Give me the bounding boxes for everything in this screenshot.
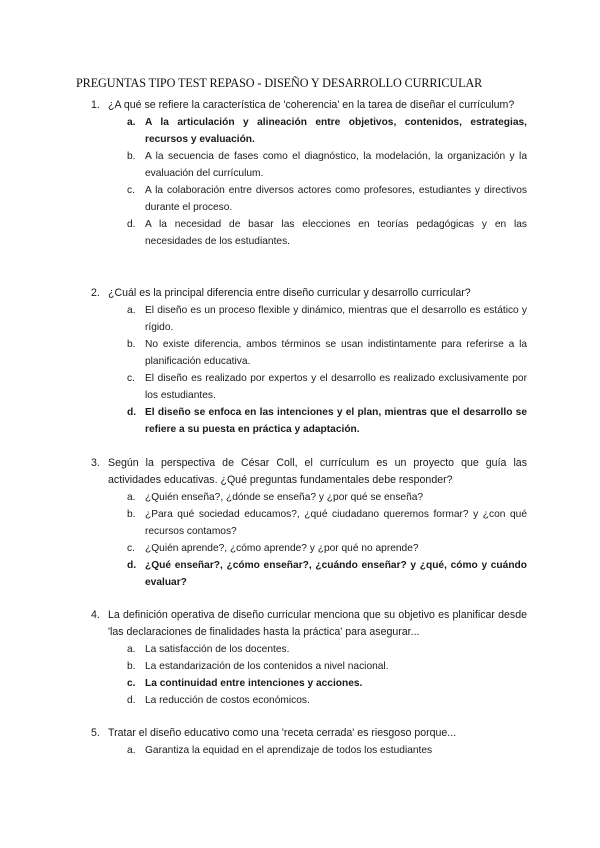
option-letter: b. — [127, 509, 136, 520]
option-b — [93, 658, 527, 675]
question-number: 3. — [91, 457, 100, 469]
option-letter: a. — [127, 644, 136, 655]
question-3 — [93, 455, 527, 591]
question-text — [93, 725, 527, 742]
option-letter: d. — [127, 219, 136, 230]
option-d — [93, 692, 527, 709]
option-letter: c. — [127, 373, 135, 384]
option-text: La continuidad entre intenciones y acciones. — [145, 678, 363, 689]
option-a — [93, 489, 527, 506]
option-letter: b. — [127, 661, 136, 672]
option-text: A la colaboración entre diversos actores como profesores, estudiantes y directivos durante el proceso. — [145, 185, 527, 213]
question-number: 1. — [91, 99, 100, 111]
option-text: ¿Quién enseña?, ¿dónde se enseña? y ¿por qué se enseña? — [145, 492, 424, 503]
option-text: El diseño es realizado por expertos y el desarrollo es realizado exclusivamente por los estudiantes. — [145, 373, 527, 401]
option-text: El diseño se enfoca en las intenciones y el plan, mientras que el desarrollo se refiere a su puesta en práctica y adaptación. — [145, 407, 527, 435]
option-a — [93, 742, 527, 759]
option-b — [93, 506, 527, 540]
question-text — [93, 285, 527, 302]
option-text: La estandarización de los contenidos a nivel nacional. — [145, 661, 389, 672]
option-letter: b. — [127, 339, 136, 350]
option-letter: c. — [127, 185, 135, 196]
option-letter: c. — [127, 678, 136, 689]
option-text: La satisfacción de los docentes. — [145, 644, 290, 655]
option-d — [93, 216, 527, 250]
option-text: Garantiza la equidad en el aprendizaje de todos los estudiantes — [145, 745, 433, 756]
option-letter: d. — [127, 695, 136, 706]
option-text: El diseño es un proceso flexible y dinámico, mientras que el desarrollo es estático y rígido. — [145, 305, 527, 333]
question-stem: Según la perspectiva de César Coll, el currículum es un proyecto que guía las actividades educativas. ¿Qué preguntas fundamentales debe responder? — [108, 457, 527, 486]
question-stem: ¿A qué se refiere la característica de 'coherencia' en la tarea de diseñar el currículum? — [108, 99, 515, 111]
option-d — [93, 557, 527, 591]
option-letter: a. — [127, 745, 136, 756]
option-c — [93, 540, 527, 557]
question-number: 5. — [91, 727, 100, 739]
question-1 — [93, 97, 527, 250]
question-stem: Tratar el diseño educativo como una 'receta cerrada' es riesgoso porque... — [108, 727, 457, 739]
option-text: A la articulación y alineación entre objetivos, contenidos, estrategias, recursos y evaluación. — [145, 117, 527, 145]
question-5 — [93, 725, 527, 759]
option-letter: b. — [127, 151, 136, 162]
option-c — [93, 675, 527, 692]
options-list — [93, 641, 527, 709]
option-text: La reducción de costos económicos. — [145, 695, 310, 706]
option-text: A la necesidad de basar las elecciones en teorías pedagógicas y en las necesidades de los estudiantes. — [145, 219, 527, 247]
option-text: A la secuencia de fases como el diagnóstico, la modelación, la organización y la evaluación del currículum. — [145, 151, 527, 179]
option-c — [93, 182, 527, 216]
option-letter: c. — [127, 543, 135, 554]
option-letter: d. — [127, 560, 137, 571]
option-b — [93, 148, 527, 182]
option-letter: d. — [127, 407, 137, 418]
options-list — [93, 302, 527, 438]
option-d — [93, 404, 527, 438]
question-stem: La definición operativa de diseño curricular menciona que su objetivo es planificar desde 'las declaraciones de finalidades hasta la práctica' para asegurar... — [108, 609, 527, 638]
option-a — [93, 302, 527, 336]
option-text: ¿Qué enseñar?, ¿cómo enseñar?, ¿cuándo enseñar? y ¿qué, cómo y cuándo evaluar? — [145, 560, 527, 588]
question-number: 4. — [91, 609, 100, 621]
options-list — [93, 114, 527, 250]
option-letter: a. — [127, 117, 136, 128]
option-c — [93, 370, 527, 404]
option-text: No existe diferencia, ambos términos se usan indistintamente para referirse a la planificación educativa. — [145, 339, 527, 367]
question-text — [93, 607, 527, 641]
option-text: ¿Para qué sociedad educamos?, ¿qué ciudadano queremos formar? y ¿con qué recursos contamos? — [145, 509, 527, 537]
question-stem: ¿Cuál es la principal diferencia entre diseño curricular y desarrollo curricular? — [108, 287, 471, 299]
options-list — [93, 489, 527, 591]
question-number: 2. — [91, 287, 100, 299]
question-text — [93, 455, 527, 489]
question-2 — [93, 285, 527, 438]
option-letter: a. — [127, 492, 136, 503]
option-text: ¿Quién aprende?, ¿cómo aprende? y ¿por qué no aprende? — [145, 543, 419, 554]
question-4 — [93, 607, 527, 709]
options-list — [93, 742, 527, 759]
option-a — [93, 641, 527, 658]
option-letter: a. — [127, 305, 136, 316]
page-title: PREGUNTAS TIPO TEST REPASO - DISEÑO Y DESARROLLO CURRICULAR — [76, 76, 483, 90]
question-text — [93, 97, 527, 114]
option-a — [93, 114, 527, 148]
option-b — [93, 336, 527, 370]
